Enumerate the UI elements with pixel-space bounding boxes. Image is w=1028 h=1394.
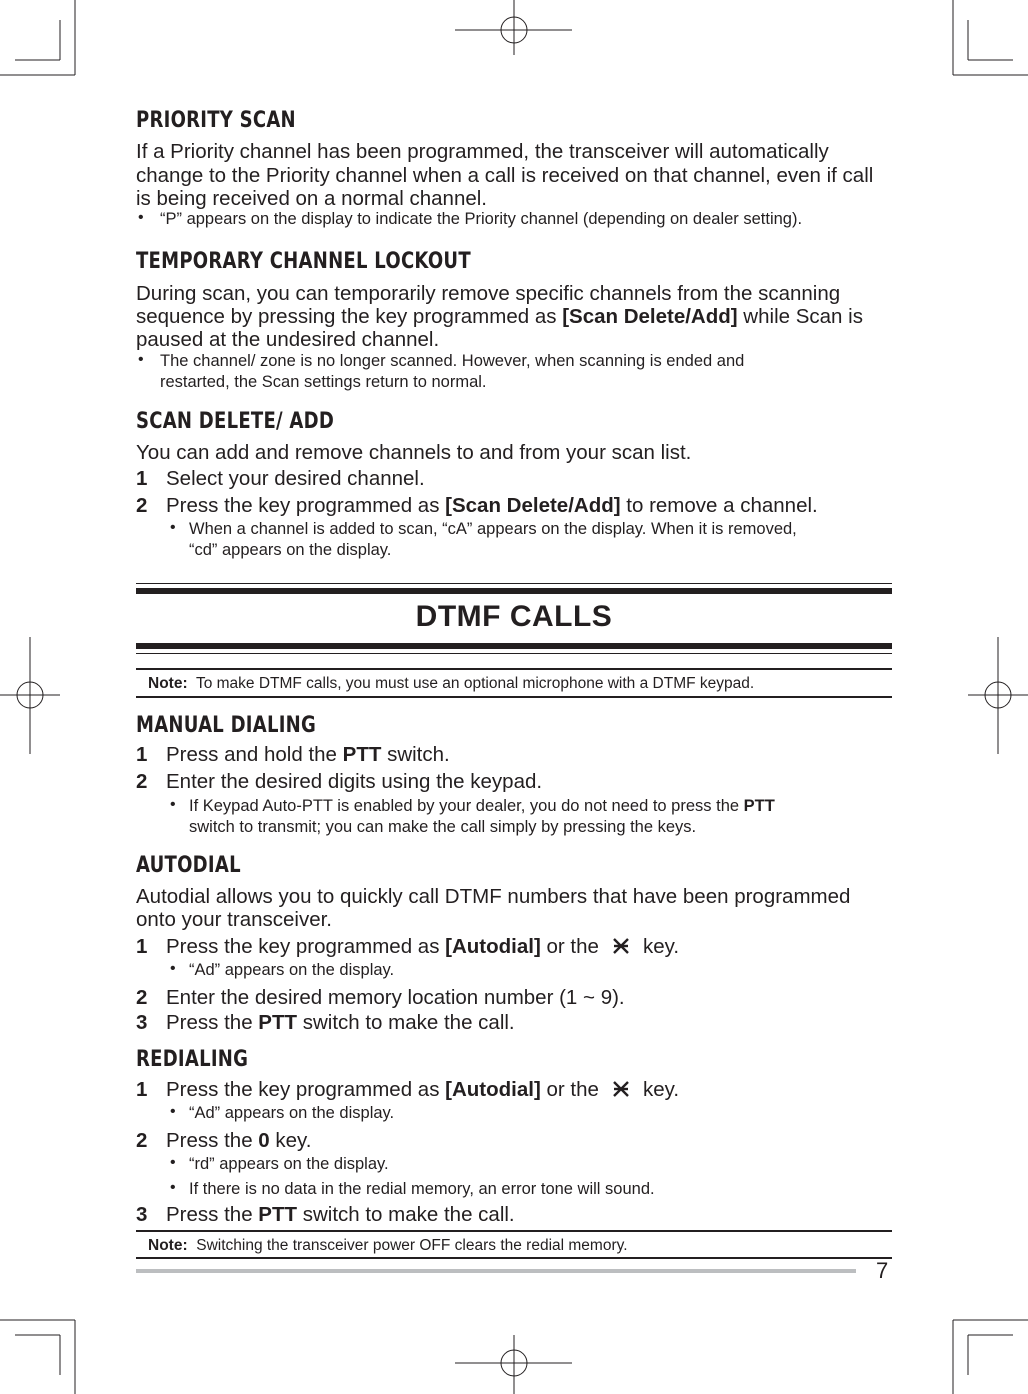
redial-note: Note: Switching the transceiver power OFF clears the redial memory. xyxy=(148,1237,628,1254)
temp-lockout-bullet: restarted, the Scan settings return to normal. xyxy=(160,373,487,391)
note-rule xyxy=(136,1230,892,1232)
bullet: • xyxy=(170,519,176,536)
step-number: 3 xyxy=(136,1203,148,1226)
bullet: • xyxy=(138,209,144,226)
priority-scan-para-line: change to the Priority channel when a call is received on that channel, even if call xyxy=(136,164,874,187)
scan-delete-add-heading: SCAN DELETE/ ADD xyxy=(136,409,335,434)
rule xyxy=(136,653,892,654)
manual-dialing-bullet: switch to transmit; you can make the call simply by pressing the keys. xyxy=(189,818,697,836)
temp-lockout-line: sequence by pressing the key programmed as [Scan Delete/Add] while Scan is xyxy=(136,305,863,328)
step-text: Press the PTT switch to make the call. xyxy=(166,1011,515,1034)
asterisk-key-icon xyxy=(611,1080,631,1098)
step-number: 1 xyxy=(136,935,148,958)
redialing-bullet: “Ad” appears on the display. xyxy=(189,1104,395,1122)
bullet: • xyxy=(170,1154,176,1171)
step-text: Press and hold the PTT switch. xyxy=(166,743,450,766)
step-number: 2 xyxy=(136,1129,148,1152)
priority-scan-para-line: If a Priority channel has been programmed, the transceiver will automatically xyxy=(136,140,829,163)
scan-delete-add-key: [Scan Delete/Add] xyxy=(562,305,738,328)
rule xyxy=(136,588,892,594)
temp-lockout-heading: TEMPORARY CHANNEL LOCKOUT xyxy=(136,249,471,274)
step-number: 1 xyxy=(136,1078,148,1101)
note-rule xyxy=(136,668,892,670)
step-text: Press the key programmed as [Autodial] or the key. xyxy=(166,1078,680,1101)
priority-scan-para-line: is being received on a normal channel. xyxy=(136,187,487,210)
redialing-heading: REDIALING xyxy=(136,1047,249,1072)
scan-delete-add-intro: You can add and remove channels to and from your scan list. xyxy=(136,441,692,464)
step-number: 1 xyxy=(136,743,148,766)
step-number: 2 xyxy=(136,770,148,793)
step-number: 2 xyxy=(136,494,148,517)
dtmf-title: DTMF CALLS xyxy=(415,600,613,633)
priority-scan-heading: PRIORITY SCAN xyxy=(136,108,296,133)
dtmf-note: Note: To make DTMF calls, you must use an optional microphone with a DTMF keypad. xyxy=(148,675,755,692)
note-rule xyxy=(136,696,892,698)
step-text: Press the 0 key. xyxy=(166,1129,312,1152)
step-text: Select your desired channel. xyxy=(166,467,425,490)
note-rule xyxy=(136,1257,892,1259)
bullet: • xyxy=(170,1103,176,1120)
scan-delete-add-bullet: “cd” appears on the display. xyxy=(189,541,392,559)
rule xyxy=(136,583,892,584)
step-text: Enter the desired digits using the keypad. xyxy=(166,770,543,793)
temp-lockout-line: During scan, you can temporarily remove specific channels from the scanning xyxy=(136,282,841,305)
step-number: 1 xyxy=(136,467,148,490)
autodial-para-line: Autodial allows you to quickly call DTMF numbers that have been programmed xyxy=(136,885,851,908)
redialing-bullet: If there is no data in the redial memory, an error tone will sound. xyxy=(189,1180,655,1198)
redialing-bullet: “rd” appears on the display. xyxy=(189,1155,389,1173)
manual-dialing-heading: MANUAL DIALING xyxy=(136,713,317,738)
step-text: Press the PTT switch to make the call. xyxy=(166,1203,515,1226)
autodial-para-line: onto your transceiver. xyxy=(136,908,332,931)
rule xyxy=(136,643,892,649)
footer-bar xyxy=(136,1269,856,1273)
autodial-bullet: “Ad” appears on the display. xyxy=(189,961,395,979)
step-number: 2 xyxy=(136,986,148,1009)
scan-delete-add-bullet: When a channel is added to scan, “cA” appears on the display. When it is removed, xyxy=(189,520,797,538)
temp-lockout-line: paused at the undesired channel. xyxy=(136,328,440,351)
step-text: Press the key programmed as [Autodial] or the key. xyxy=(166,935,680,958)
manual-dialing-bullet: If Keypad Auto-PTT is enabled by your dealer, you do not need to press the PTT xyxy=(189,797,775,815)
priority-scan-bullet: “P” appears on the display to indicate the Priority channel (depending on dealer setting). xyxy=(160,210,803,228)
step-text: Press the key programmed as [Scan Delete/Add] to remove a channel. xyxy=(166,494,818,517)
bullet: • xyxy=(170,960,176,977)
bullet: • xyxy=(170,1179,176,1196)
asterisk-key-icon xyxy=(611,937,631,955)
page-number: 7 xyxy=(876,1258,889,1283)
step-number: 3 xyxy=(136,1011,148,1034)
temp-lockout-bullet: The channel/ zone is no longer scanned. However, when scanning is ended and xyxy=(160,352,745,370)
bullet: • xyxy=(170,796,176,813)
bullet: • xyxy=(138,351,144,368)
step-text: Enter the desired memory location number (1 ~ 9). xyxy=(166,986,625,1009)
autodial-heading: AUTODIAL xyxy=(136,853,241,878)
